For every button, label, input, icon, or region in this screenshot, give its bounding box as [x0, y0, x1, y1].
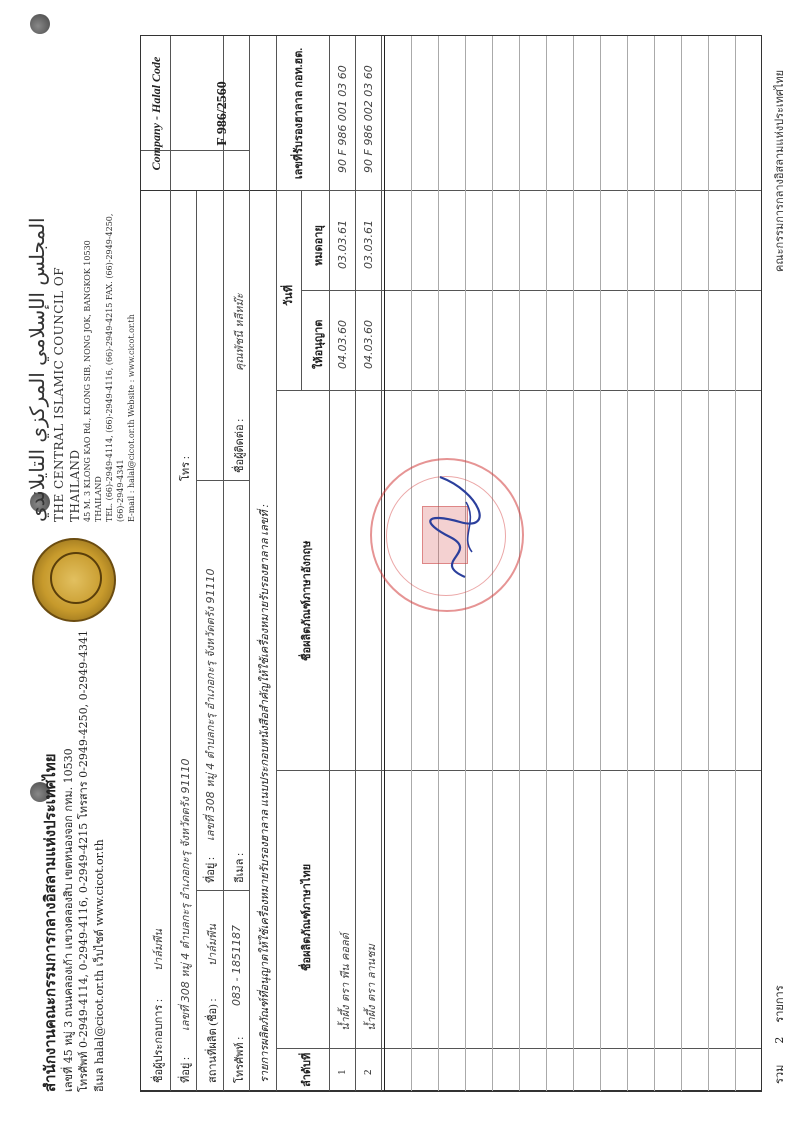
phone-label: โทร :: [180, 456, 192, 481]
total-label: รวม: [773, 1064, 786, 1084]
tel-label: โทรศัพท์ :: [234, 1036, 246, 1083]
row-2-code: 90 F 986 002 03 60: [362, 65, 375, 173]
row-1-code: 90 F 986 001 03 60: [336, 65, 349, 173]
letterhead-english: [24, 192, 137, 522]
council-footer: คณะกรรมการกลางอิสลามแห่งประเทศไทย: [774, 69, 786, 272]
operator-label: ชื่อผู้ประกอบการ :: [153, 998, 165, 1083]
org-contact-thai: โทรศัพท์ 0-2949-4114, 0-2949-4116, 0-2949-4215 โทรสาร 0-2949-4250, 0-2949-4341: [77, 630, 91, 1092]
factory-address-value: เลขที่ 308 หมู่ 4 ตำบลกะรุ อำเภอกะรุ จังหวัดตรัง 91110: [204, 568, 217, 841]
col-code-header: เลขที่รับรองฮาลาล กอท.ฮต.: [293, 47, 305, 180]
row-2-no: 2: [362, 1069, 374, 1075]
col-expire-header: หมดอายุ: [313, 225, 325, 266]
org-address-english: 45 M. 3 KLONG KAO Rd., KLONG SIB, NONG JOK, BANGKOK 10530 THAILAND: [83, 240, 104, 522]
row-1-no: 1: [336, 1069, 348, 1075]
org-name-thai: สำนักงานคณะกรรมการกลางอิสลามแห่งประเทศไทย: [41, 753, 59, 1092]
col-no-header: ลำดับที่: [301, 1052, 313, 1087]
total-unit: รายการ: [773, 985, 786, 1023]
org-web-thai: อีเมล halal@cicot.or.th เว็บไซต์ www.cicot.or.th: [92, 839, 106, 1092]
org-contact-english: TEL. (66)-2949-4114, (66)-2949-4116, (66)-2949-4215 FAX. (66)-2949-4250, (66)-2949-4341: [104, 213, 125, 522]
row-2-thai: น้ำผึ้ง ตรา ลานชม: [365, 944, 378, 1031]
punch-hole: [30, 14, 50, 34]
col-date-header: วันที่: [283, 285, 295, 306]
row-2-issue: 04.03.60: [362, 320, 375, 369]
org-address-thai: เลขที่ 45 หมู่ 3 ถนนคลองเก้า แขวงคลองสิบ เขตหนองจอก กทม. 10530: [62, 748, 75, 1092]
org-web-english: E-mail : halal@cicot.or.th Website : www.cicot.or.th: [126, 314, 136, 522]
attachment-note: รายการผลิตภัณฑ์ที่อนุญาตให้ใช้เครื่องหมายรับรองฮาลาล แนบประกอบหนังสือสำคัญให้ใช้เครื่องหมายรับรองฮาลาล เลขที่ :: [259, 504, 271, 1083]
col-english-header: ชื่อผลิตภัณฑ์ภาษาอังกฤษ: [301, 540, 313, 661]
tel-value: 083 - 1851187: [230, 925, 243, 1006]
total-count: 2: [773, 1036, 786, 1044]
factory-address-label: ที่อยู่ :: [205, 856, 217, 883]
row-1-thai: น้ำผึ้ง ตรา พีน คอลด์: [339, 933, 352, 1031]
council-seal-icon: [32, 538, 116, 622]
org-name-english: THE CENTRAL ISLAMIC COUNCIL OF THAILAND: [52, 266, 83, 522]
row-2-expire: 03.03.61: [362, 220, 375, 269]
signature-icon: [420, 472, 494, 582]
col-thai-header: ชื่อผลิตภัณฑ์ภาษาไทย: [301, 863, 313, 971]
org-name-arabic: المجلس الإسلامي المركزي التايلاندي: [25, 217, 49, 522]
company-halal-label: Company - Halal Code: [149, 56, 163, 171]
factory-value: ปาล์มพีน: [206, 924, 219, 966]
total-summary: [770, 985, 788, 1084]
contact-label: ชื่อผู้ติดต่อ :: [234, 418, 246, 473]
row-1-issue: 04.03.60: [336, 320, 349, 369]
contact-value: คุณพัชนี หลีหม๊ะ: [233, 293, 246, 371]
company-halal-value: F 986/2560: [215, 81, 230, 146]
col-issue-header: ให้อนุญาต: [313, 319, 325, 369]
letterhead: [20, 42, 135, 1092]
factory-label: สถานที่ผลิต (ชื่อ) :: [207, 998, 219, 1083]
operator-value: ปาล์มพีน: [152, 929, 165, 971]
address-label: ที่อยู่ :: [180, 1056, 192, 1083]
email-label: อีเมล :: [234, 852, 246, 883]
letterhead-thai: [40, 630, 107, 1092]
address-value: เลขที่ 308 หมู่ 4 ตำบลกะรุ อำเภอกะรุ จังหวัดตรัง 91110: [179, 758, 192, 1031]
row-1-expire: 03.03.61: [336, 220, 349, 269]
